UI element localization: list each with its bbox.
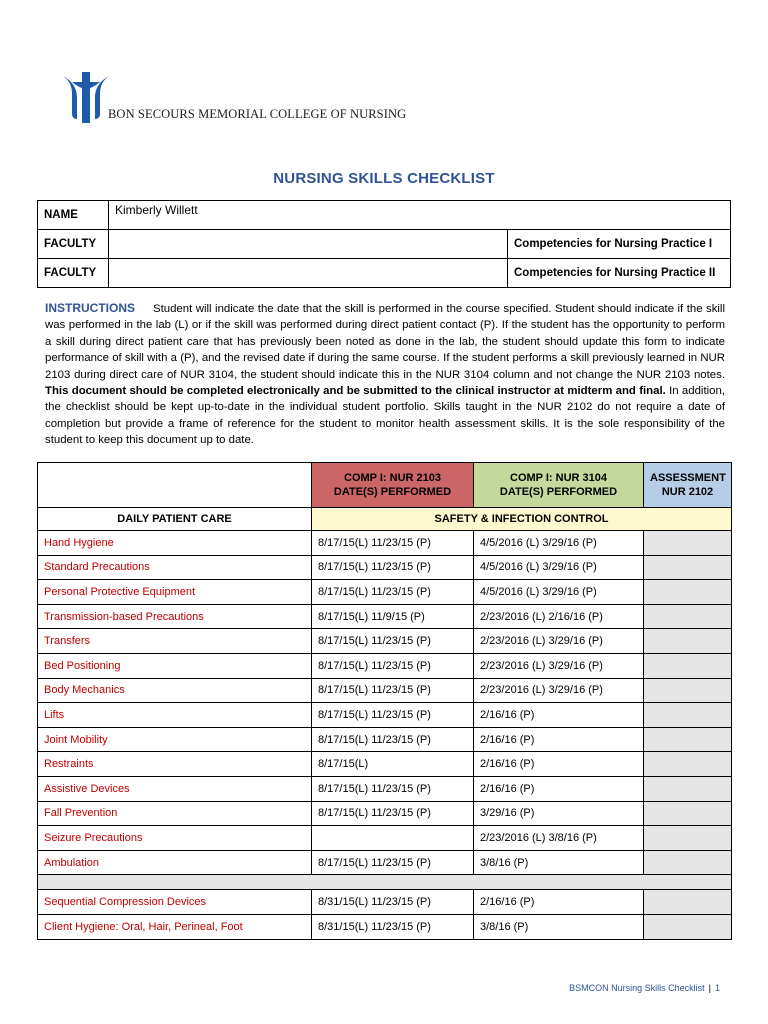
nur-3104-date-field[interactable]: 2/16/16 (P)	[474, 727, 644, 752]
skill-name: Personal Protective Equipment	[38, 580, 312, 605]
nur-2103-date-field[interactable]: 8/17/15(L) 11/23/15 (P)	[312, 580, 474, 605]
skill-name: Transmission-based Precautions	[38, 604, 312, 629]
assessment-cell	[644, 850, 732, 875]
header-nur-2103-line1: COMP I: NUR 2103	[344, 472, 441, 484]
instructions-heading: INSTRUCTIONS	[45, 301, 135, 315]
nur-3104-date-field[interactable]: 3/29/16 (P)	[474, 801, 644, 826]
instructions-bold-text: This document should be completed electronically and be submitted to the clinical instructor at midterm and final.	[45, 385, 666, 398]
header-nur-2103-line2: DATE(S) PERFORMED	[333, 486, 452, 498]
spacer-cell	[38, 875, 732, 890]
instructions-text-2: In addition, the checklist should be kept up-to-date in the individual student portfolio. Skills taught in the NUR 2102 do not require a date of completion but provide a frame of reference for the student to monitor health assessment skills. It is the sole responsibility of the student to keep this document up to date.	[45, 385, 725, 447]
section-daily-patient-care: DAILY PATIENT CARE	[38, 508, 312, 531]
faculty-row-1	[38, 230, 731, 259]
table-row	[38, 914, 732, 939]
college-name: BON SECOURS MEMORIAL COLLEGE OF NURSING	[108, 107, 407, 121]
skill-name: Joint Mobility	[38, 727, 312, 752]
header-assessment-line1: ASSESSMENT	[650, 472, 726, 484]
table-row	[38, 678, 732, 703]
assessment-cell	[644, 580, 732, 605]
nur-3104-date-field[interactable]: 4/5/2016 (L) 3/29/16 (P)	[474, 531, 644, 556]
header-nur-2103	[312, 463, 474, 508]
nur-3104-date-field[interactable]: 2/23/2016 (L) 2/16/16 (P)	[474, 604, 644, 629]
nur-3104-date-field[interactable]: 2/16/16 (P)	[474, 776, 644, 801]
nur-3104-date-field[interactable]: 2/23/2016 (L) 3/29/16 (P)	[474, 629, 644, 654]
assessment-cell	[644, 801, 732, 826]
table-row	[38, 703, 732, 728]
assessment-cell	[644, 703, 732, 728]
skill-name: Restraints	[38, 752, 312, 777]
table-spacer-row	[38, 875, 732, 890]
section-safety-infection-control: SAFETY & INFECTION CONTROL	[312, 508, 732, 531]
assessment-cell	[644, 890, 732, 915]
assessment-cell	[644, 727, 732, 752]
skill-name: Fall Prevention	[38, 801, 312, 826]
nur-3104-date-field[interactable]: 2/16/16 (P)	[474, 890, 644, 915]
assessment-cell	[644, 914, 732, 939]
nur-3104-date-field[interactable]: 4/5/2016 (L) 3/29/16 (P)	[474, 580, 644, 605]
nur-2103-date-field[interactable]: 8/31/15(L) 11/23/15 (P)	[312, 914, 474, 939]
nur-2103-date-field[interactable]: 8/17/15(L) 11/23/15 (P)	[312, 531, 474, 556]
nur-2103-date-field[interactable]: 8/17/15(L) 11/9/15 (P)	[312, 604, 474, 629]
name-row	[38, 201, 731, 230]
nur-2103-date-field[interactable]: 8/17/15(L)	[312, 752, 474, 777]
nur-2103-date-field[interactable]	[312, 826, 474, 851]
table-row	[38, 555, 732, 580]
assessment-cell	[644, 678, 732, 703]
faculty-row-2	[38, 259, 731, 288]
nur-2103-date-field[interactable]: 8/17/15(L) 11/23/15 (P)	[312, 653, 474, 678]
nur-2103-date-field[interactable]: 8/17/15(L) 11/23/15 (P)	[312, 629, 474, 654]
cross-logo-icon	[60, 70, 112, 124]
header-nur-3104-line1: COMP I: NUR 3104	[510, 472, 607, 484]
competency-label-2: Competencies for Nursing Practice II	[508, 259, 731, 288]
nur-3104-date-field[interactable]: 2/23/2016 (L) 3/29/16 (P)	[474, 678, 644, 703]
nur-2103-date-field[interactable]: 8/17/15(L) 11/23/15 (P)	[312, 850, 474, 875]
assessment-cell	[644, 752, 732, 777]
skill-name: Bed Positioning	[38, 653, 312, 678]
name-field[interactable]: Kimberly Willett	[109, 201, 731, 230]
instructions-block	[45, 300, 725, 449]
header-nur-3104	[474, 463, 644, 508]
nur-2103-date-field[interactable]: 8/17/15(L) 11/23/15 (P)	[312, 776, 474, 801]
page-footer	[569, 983, 720, 993]
faculty-field-2[interactable]	[109, 259, 508, 288]
nur-3104-date-field[interactable]: 2/23/2016 (L) 3/8/16 (P)	[474, 826, 644, 851]
header-blank-cell	[38, 463, 312, 508]
skills-checklist-table	[37, 462, 732, 940]
table-row	[38, 531, 732, 556]
competency-label-1: Competencies for Nursing Practice I	[508, 230, 731, 259]
instructions-text-1: Student will indicate the date that the skill is performed in the course specified. Student should indicate if the skill was performed in the lab (L) or if the skill was performed during direct patient contact (P). If the student has the opportunity to perform a skill during direct patient care that has previously been noted as done in the lab, the student should update this form to indicate performance of skill with a (P), and the revised date if during the same course. If the student performs a skill previously learned in NUR 2103 during direct care of NUR 3104, the student should indicate this in the NUR 3104 column and not change the NUR 2103 notes.	[45, 303, 725, 381]
nur-2103-date-field[interactable]: 8/17/15(L) 11/23/15 (P)	[312, 801, 474, 826]
table-row	[38, 752, 732, 777]
footer-text: BSMCON Nursing Skills Checklist	[569, 983, 705, 993]
skill-name: Seizure Precautions	[38, 826, 312, 851]
header-nur-3104-line2: DATE(S) PERFORMED	[499, 486, 618, 498]
table-row	[38, 629, 732, 654]
skill-name: Client Hygiene: Oral, Hair, Perineal, Foot	[38, 914, 312, 939]
page-title: NURSING SKILLS CHECKLIST	[273, 170, 495, 187]
assessment-cell	[644, 531, 732, 556]
skill-name: Standard Precautions	[38, 555, 312, 580]
college-logo	[60, 70, 407, 130]
table-row	[38, 580, 732, 605]
nur-2103-date-field[interactable]: 8/17/15(L) 11/23/15 (P)	[312, 727, 474, 752]
skill-name: Ambulation	[38, 850, 312, 875]
nur-3104-date-field[interactable]: 4/5/2016 (L) 3/29/16 (P)	[474, 555, 644, 580]
nur-3104-date-field[interactable]: 2/16/16 (P)	[474, 703, 644, 728]
name-label: NAME	[38, 201, 109, 230]
skills-group-2	[38, 890, 732, 939]
table-row	[38, 826, 732, 851]
section-header-row	[38, 508, 732, 531]
nur-3104-date-field[interactable]: 2/16/16 (P)	[474, 752, 644, 777]
header-assessment	[644, 463, 732, 508]
assessment-cell	[644, 604, 732, 629]
table-row	[38, 604, 732, 629]
table-header-row	[38, 463, 732, 508]
skill-name: Hand Hygiene	[38, 531, 312, 556]
nur-2103-date-field[interactable]: 8/17/15(L) 11/23/15 (P)	[312, 555, 474, 580]
skill-name: Transfers	[38, 629, 312, 654]
assessment-cell	[644, 629, 732, 654]
skill-name: Body Mechanics	[38, 678, 312, 703]
table-row	[38, 776, 732, 801]
nur-3104-date-field[interactable]: 3/8/16 (P)	[474, 850, 644, 875]
nur-3104-date-field[interactable]: 3/8/16 (P)	[474, 914, 644, 939]
assessment-cell	[644, 776, 732, 801]
page-number: 1	[714, 983, 720, 993]
assessment-cell	[644, 826, 732, 851]
nur-3104-date-field[interactable]: 2/23/2016 (L) 3/29/16 (P)	[474, 653, 644, 678]
table-row	[38, 890, 732, 915]
faculty-label: FACULTY	[38, 230, 109, 259]
faculty-field-1[interactable]	[109, 230, 508, 259]
nur-2103-date-field[interactable]: 8/31/15(L) 11/23/15 (P)	[312, 890, 474, 915]
header-assessment-line2: NUR 2102	[661, 486, 714, 498]
assessment-cell	[644, 653, 732, 678]
table-row	[38, 727, 732, 752]
student-info-table	[37, 200, 731, 288]
skill-name: Sequential Compression Devices	[38, 890, 312, 915]
table-row	[38, 850, 732, 875]
nur-2103-date-field[interactable]: 8/17/15(L) 11/23/15 (P)	[312, 678, 474, 703]
skill-name: Lifts	[38, 703, 312, 728]
table-row	[38, 801, 732, 826]
table-row	[38, 653, 732, 678]
assessment-cell	[644, 555, 732, 580]
faculty-label: FACULTY	[38, 259, 109, 288]
skills-group-1	[38, 531, 732, 875]
skill-name: Assistive Devices	[38, 776, 312, 801]
nur-2103-date-field[interactable]: 8/17/15(L) 11/23/15 (P)	[312, 703, 474, 728]
footer-separator: |	[708, 983, 711, 993]
